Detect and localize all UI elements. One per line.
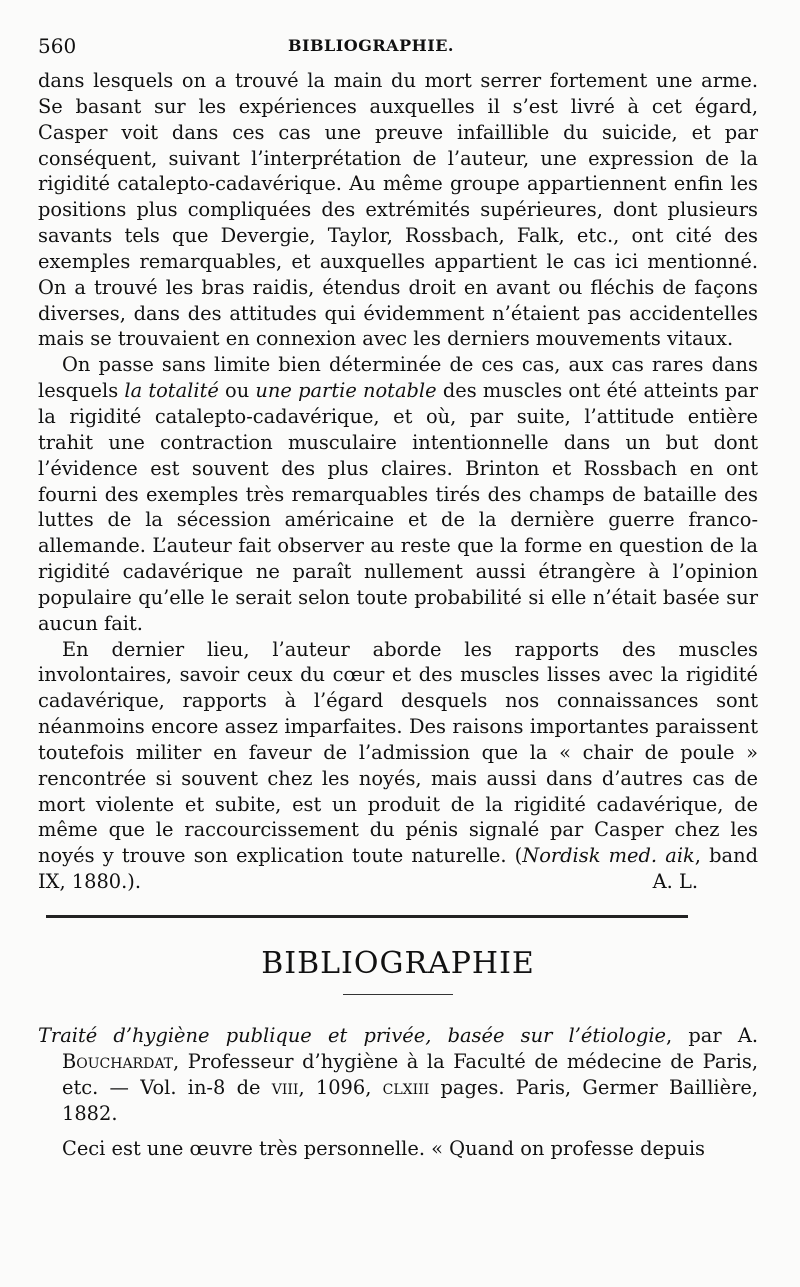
- book-title: Traité d’hygiène publique et privée, basée sur l’étiologie: [38, 1024, 667, 1047]
- paragraph-2-text-a: On passe sans limite bien déterminée de ces cas, aux cas rares dans lesquels: [38, 353, 758, 403]
- paragraph-2: [38, 352, 758, 636]
- entry-by: , par A.: [666, 1024, 758, 1047]
- paragraph-2-text-b: ou: [218, 379, 256, 403]
- review-text: [38, 1136, 758, 1162]
- emphasis-totalite: la totalité: [124, 379, 219, 403]
- review-opening: Ceci est une œuvre très personnelle. « Quand on professe depuis: [62, 1137, 706, 1161]
- bibliography-entry: [38, 1023, 758, 1126]
- book-author: Bouchardat: [62, 1049, 174, 1073]
- paragraph-2-text-c: des muscles ont été atteints par la rigidité catalepto-cadavérique, et où, par suite, l’attitude entière trahit une contraction musculaire intentionnelle dans un but dont l’évidence est souvent des plus claires. Brinton et Rossbach en ont fourni des exemples très remarquables tirés des champs de bataille des luttes de la sécession américaine et de la dernière guerre franco-allemande. L’auteur fait observer au reste que la forme en question de la rigidité cadavérique ne paraît nullement aussi étrangère à l’opinion populaire qu’elle le serait selon toute probabilité si elle n’était basée sur aucun fait.: [38, 379, 758, 635]
- running-header: [38, 30, 758, 62]
- section-divider: [46, 915, 688, 918]
- paragraph-3: [38, 637, 758, 895]
- author-signature: A. L.: [652, 870, 698, 894]
- paragraph-3-text-a: En dernier lieu, l’auteur aborde les rapports des muscles involontaires, savoir ceux du cœur et des muscles lisses avec la rigidité cadavérique, rapports à l’égard desquels nos connaissances sont néanmoins encore assez imparfaites. Des raisons importantes paraissent toutefois militer en faveur de l’admission que la « chair de poule » rencontrée si souvent chez les noyés, mais aussi dans d’autres cas de mort violente et subite, est un produit de la rigidité cadavérique, de même que le raccourcissement du pénis signalé par Casper chez les noyés y trouve son explication toute naturelle. (: [38, 637, 758, 868]
- journal-citation: Nordisk med. aik: [522, 844, 695, 868]
- entry-details-c: pages. Paris, Germer Baillière, 1882.: [62, 1075, 758, 1125]
- entry-roman-viii: viii: [271, 1075, 299, 1099]
- running-title: BIBLIOGRAPHIE.: [288, 36, 454, 55]
- paragraph-3-text-b: , band IX, 1880.).: [38, 844, 758, 894]
- title-underline: [343, 994, 453, 995]
- emphasis-partie-notable: une partie notable: [255, 379, 437, 403]
- page-number: 560: [38, 34, 77, 58]
- section-title: BIBLIOGRAPHIE: [261, 946, 535, 981]
- article-continuation: [38, 68, 758, 895]
- paragraph-1: dans lesquels on a trouvé la main du mort serrer fortement une arme. Se basant sur les expériences auxquelles il s’est livré à cet égard, Casper voit dans ces cas une preuve infaillible du suicide, et par conséquent, suivant l’interprétation de l’auteur, une expression de la rigidité catalepto-cadavérique. Au même groupe appartiennent enfin les positions plus compliquées des extrémités supérieures, dont plusieurs savants tels que Devergie, Taylor, Rossbach, Falk, etc., ont cité des exemples remarquables, et auxquelles appartient le cas ici mentionné. On a trouvé les bras raidis, étendus droit en avant ou fléchis de façons diverses, dans des attitudes qui évidemment n’étaient pas accidentelles mais se trouvaient en connexion avec les derniers mouvements vitaux.: [38, 69, 758, 351]
- entry-roman-clxiii: clxiii: [382, 1075, 430, 1099]
- entry-details-a: , Professeur d’hygiène à la Faculté de médecine de Paris, etc. — Vol. in-8 de: [62, 1049, 758, 1099]
- entry-details-b: , 1096,: [298, 1075, 383, 1099]
